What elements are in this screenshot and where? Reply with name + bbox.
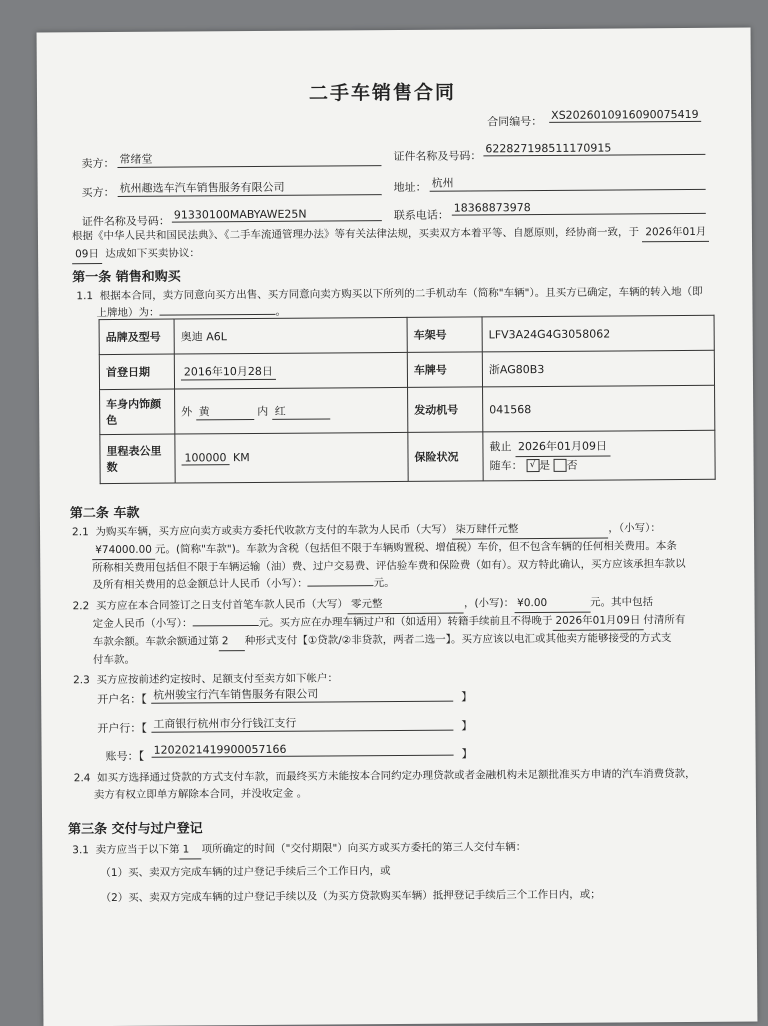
reg-date-label: 首登日期 [99,354,174,390]
phone-value: 18368873978 [452,200,706,216]
article-3-title: 第三条 交付与过户登记 [68,821,203,838]
bank-name: 工商银行杭州市分行钱江支行 [151,714,453,733]
clause-3-1: 3.1 卖方应当于以下第 1 项所确定的时间（"交付期限"）向买方或买方委托的第三人交付车辆： [72,838,732,861]
preamble-day: 09日 [72,246,102,264]
buyer-value: 杭州趣选车汽车销售服务有限公司 [118,178,382,197]
plate-label: 车牌号 [407,352,482,388]
contract-no-label: 合同编号： [487,114,543,129]
brand-value: 奥迪 A6L [174,317,407,354]
no-checkbox[interactable] [554,459,567,472]
balance-deadline: 2026年01月09日 [552,612,643,631]
engine-label: 发动机号 [408,387,483,433]
yes-checkbox[interactable]: √ [526,459,539,472]
price-lower: ¥74000.00 [92,542,155,560]
buyer-id-value: 91330100MABYAWE25N [172,207,382,222]
vin-value: LFV3A24G4G3058062 [482,315,714,352]
account-name: 杭州骏宝行汽车销售服务有限公司 [151,685,453,704]
seller-id-label: 证件名称及号码： [393,149,482,164]
contract-page: 二手车销售合同 合同编号： XS20260109160900754​19 卖方： 常绪堂 证件名称及号码： 622827198511170915 买方： 杭州趣选车汽车销售服务有限公司 地址： 杭州 证件名称及号码： 91330100MABYAWE25N 联系电话： 18368873978 根据《中华人民共和国民法典》、《二手车流通管理办法》等有关法律法规，买卖双方本着平等、自愿原则，经协商一致，于 2026年01月 09日 达成如下买卖协议： 第一条 销售和购买 1.1 根据本合同，卖方同意向买方出售、买方同意向卖方购买以下所列的二手机动车（简称"车辆"）。且买方已确定，车辆的转入地（即 上牌地）为： 。 品牌及型号 奥迪 A6L 车架号 LFV3A24G4G3058062 首登日期 2016年10月28日 车牌号 浙AG80B3 车身内饰颜色 外 黄 内 红 发动机号 041568 里程表公里数 100000 KM 保险状况 截止 2026年01月09日 随车： √ 是 否 第二条 车款 2.1 为购买车辆，买方应向卖方或卖方委托代收款方支付的车款为人民币（大写） 柒万肆仟元整 ，（小写）： ¥74000.00 元。(简称"车款")。车款为含税（包括但不限于车辆购置税、增值税）车价，但不包含车辆的任何相关费用。本条 所称相关费用包括但不限于车辆运输（油）费、过户交易费、评估验车费和保险费（如有）。双方特此确认，买方应该承担车款以 及所有相关费用的总金额总计人民币（小写）： 元。 2.2 买方应在本合同签订之日支付首笔车款人民币（大写） 零元整 ，(小写)： ¥0.00 元。其中包括 定金人民币（小写）： 元。买方应在办理车辆过户和（如适用）转籍手续前且不得晚于 2026年01月09日 付清所有 车款余额。车款余额通过第 2 种形式支付【①贷款/②非贷款，两者二选一】。买方应该以电汇或其他卖方能够接受的方式支 付车款。 2.3 买方应按前述约定按时、足额支付至卖方如下帐户： 开户名：【 杭州骏宝行汽车销售服务有限公司 】 开户行：【 工商银行杭州市分行钱江支行 】 账号：【 1202021419900057166 】 2.4 如买方选择通过贷款的方式支付车款，而最终买方未能按本合同约定办理贷款或者金融机构未足额批准买方申请的汽车消费贷款， 卖方有权立即单方解除本合同，并没收定金 。 第三条 交付与过户登记 3.1 卖方应当于以下第 1 项所确定的时间（"交付期限"）向买方或买方委托的第三人交付车辆： （1）买、卖双方完成车辆的过户登记手续后三个工作日内，或 （2）买、卖双方完成车辆的过户登记手续以及（为买方贷款购买车辆）抵押登记手续后三个工作日内，或； [37,28,758,1026]
mileage-value: 100000 [181,451,229,465]
engine-value: 041568 [483,385,715,432]
seller-label: 卖方： [81,156,115,171]
clause-2-2: 2.2 买方应在本合同签订之日支付首笔车款人民币（大写） 零元整 ，(小写)： ¥0.00 元。其中包括 定金人民币（小写）： 元。买方应在办理车辆过户和（如适用）转籍手续前且不得晚于 2026年01月09日 付清所有 车款余额。车款余额通过第 2 种形式支付【①贷款/②非贷款，两者二选一】。买方应该以电汇或其他卖方能够接受的方式支 付车款。 [72,596,686,667]
account-number: 1202021419900057166 [152,742,454,758]
first-payment-upper: 零元整 [348,596,464,615]
mileage-label: 里程表公里数 [100,434,175,484]
buyer-label: 买方： [81,185,115,200]
address-label: 地址： [393,180,427,195]
clause-1-1: 1.1 根据本合同，卖方同意向买方出售、买方同意向卖方购买以下所列的二手机动车（简称"车辆"）。且买方已确定，车辆的转入地（即 上牌地）为： 。 [76,285,703,320]
seller-value: 常绪堂 [117,149,381,168]
preamble: 根据《中华人民共和国民法典》、《二手车流通管理办法》等有关法律法规，买卖双方本着平等、自愿原则，经协商一致，于 2026年01月 09日 达成如下买卖协议： [72,224,712,264]
page-title: 二手车销售合同 [308,81,457,105]
clause-2-1: 2.1 为购买车辆，买方应向卖方或卖方委托代收款方支付的车款为人民币（大写） 柒万肆仟元整 ，（小写）： ¥74000.00 元。(简称"车款")。车款为含税（包括但不限于车辆购置税、增值税）车价，但不包含车辆的任何相关费用。本条 所称相关费用包括但不限于车辆运输（油）费、过户交易费、评估验车费和保险费（如有）。双方特此确认，买方应该承担车款以 及所有相关费用的总金额总计人民币（小写）： 元。 [71,522,686,592]
phone-label: 联系电话： [393,208,449,223]
first-payment-lower: ¥0.00 [514,595,590,614]
vehicle-info-table: 品牌及型号 奥迪 A6L 车架号 LFV3A24G4G3058062 首登日期 2016年10月28日 车牌号 浙AG80B3 车身内饰颜色 外 黄 内 红 发动机号 041568 里程表公里数 100000 KM 保险状况 截止 2026年01月09日 随车： √ 是 否 [99,315,716,484]
article-1-title: 第一条 销售和购买 [72,269,181,286]
plate-value: 浙AG80B3 [482,350,714,387]
seller-id-value: 622827198511170915 [483,141,705,157]
color-label: 车身内饰颜色 [100,389,175,435]
exterior-color: 黄 [196,402,254,419]
delivery-option-2: （2）买、卖双方完成车辆的过户登记手续以及（为买方贷款购买车辆）抵押登记手续后三个工作日内，或； [100,888,601,905]
vin-label: 车架号 [407,317,482,353]
payment-way: 2 [219,633,245,651]
brand-label: 品牌及型号 [99,319,174,355]
contract-no-value: XS20260109160900754​19 [549,108,701,123]
address-value: 杭州 [430,173,706,192]
insurance-date: 2026年01月09日 [515,437,610,457]
reg-date-value: 2016年10月28日 [181,362,276,380]
delivery-option-1: （1）买、卖双方完成车辆的过户登记手续后三个工作日内，或 [100,865,391,880]
article-2-title: 第二条 车款 [69,505,140,522]
buyer-id-label: 证件名称及号码： [81,214,170,229]
interior-color: 红 [272,402,330,419]
price-upper: 柒万肆仟元整 [452,521,608,540]
delivery-item: 1 [180,841,202,859]
clause-2-4: 2.4 如买方选择通过贷款的方式支付车款，而最终买方未能按本合同约定办理贷款或者金融机构未足额批准买方申请的汽车消费贷款， 卖方有权立即单方解除本合同，并没收定金 。 [73,767,696,802]
preamble-date: 2026年01月 [642,224,709,242]
clause-2-3: 2.3 买方应按前述约定按时、足额支付至卖方如下帐户： [73,672,338,687]
insurance-label: 保险状况 [408,432,483,482]
